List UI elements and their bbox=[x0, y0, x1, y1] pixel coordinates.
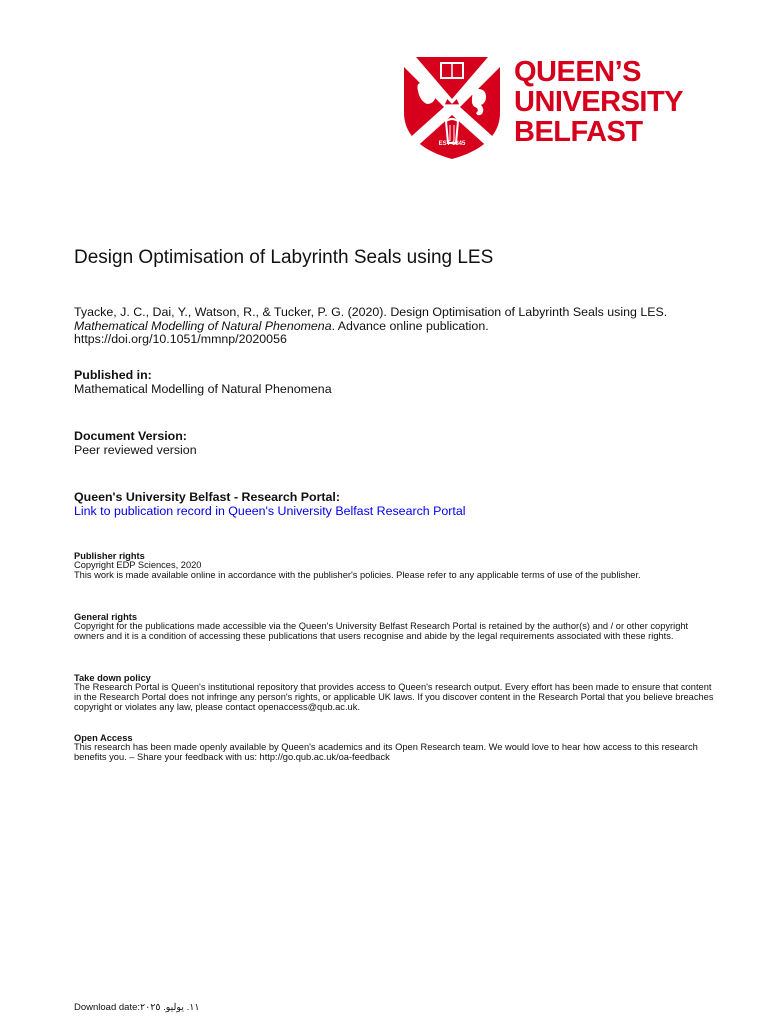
take-down-heading: Take down policy bbox=[74, 673, 151, 683]
logo-wordmark-line3: BELFAST bbox=[514, 116, 643, 148]
citation-authors-line: Tyacke, J. C., Dai, Y., Watson, R., & Tucker, P. G. (2020). Design Optimisation of Labyrinth Seals using LES. bbox=[74, 305, 668, 319]
citation-journal-line bbox=[74, 320, 667, 334]
download-date: Download date:١١. يوليو. ٢٠٢٥ bbox=[74, 1002, 200, 1013]
open-access-section bbox=[74, 733, 714, 763]
publisher-rights-section bbox=[74, 551, 714, 581]
document-title: Design Optimisation of Labyrinth Seals using LES bbox=[74, 247, 494, 268]
open-access-heading: Open Access bbox=[74, 733, 133, 743]
citation bbox=[74, 306, 667, 347]
publication-record-link[interactable]: Link to publication record in Queen's University Belfast Research Portal bbox=[74, 504, 466, 518]
logo-wordmark-line2: UNIVERSITY bbox=[514, 86, 684, 118]
general-rights-heading: General rights bbox=[74, 612, 138, 622]
document-version-section bbox=[74, 429, 197, 457]
general-rights-section bbox=[74, 612, 714, 642]
general-rights-text: Copyright for the publications made accessible via the Queen's University Belfast Research Portal is retained by the author(s) and / or other copyright owners and it is a condition of accessing these publications that users recognise and abide by the legal requirements associated with these rights. bbox=[74, 621, 689, 641]
take-down-section bbox=[74, 673, 714, 712]
open-access-text: This research has been made openly available by Queen's academics and its Open Research team. We would love to hear how access to this research benefits you. – Share your feedback with us: http://go.qub.ac.uk/oa-feedback bbox=[74, 742, 698, 762]
logo-est-text: EST 1845 bbox=[438, 141, 466, 147]
citation-doi[interactable]: https://doi.org/10.1051/mmnp/2020056 bbox=[74, 332, 287, 346]
publisher-rights-line1: Copyright EDP Sciences, 2020 bbox=[74, 560, 202, 570]
published-in-section bbox=[74, 368, 332, 396]
publisher-rights-heading: Publisher rights bbox=[74, 551, 145, 561]
publisher-rights-line2: This work is made available online in accordance with the publisher's policies. Please refer to any applicable terms of use of the publisher. bbox=[74, 569, 641, 580]
take-down-text: The Research Portal is Queen's institutional repository that provides access to Queen's research output. Every effort has been made to ensure that content in the Research Portal does not infringe any person's rights, or applicable UK laws. If you discover content in the Research Portal that you believe breaches copyright or violates any law, please contact openaccess@qub.ac.uk. bbox=[74, 682, 714, 712]
research-portal-label: Queen's University Belfast - Research Portal: bbox=[74, 490, 340, 504]
document-version-label: Document Version: bbox=[74, 429, 187, 443]
research-portal-section bbox=[74, 490, 466, 518]
published-in-value: Mathematical Modelling of Natural Phenomena bbox=[74, 382, 332, 396]
citation-status: . Advance online publication. bbox=[331, 318, 489, 333]
document-version-value: Peer reviewed version bbox=[74, 443, 197, 457]
published-in-label: Published in: bbox=[74, 368, 152, 382]
citation-journal: Mathematical Modelling of Natural Phenomena bbox=[74, 318, 332, 333]
university-logo bbox=[402, 55, 712, 160]
logo-wordmark-line1: QUEEN’S bbox=[514, 56, 642, 88]
